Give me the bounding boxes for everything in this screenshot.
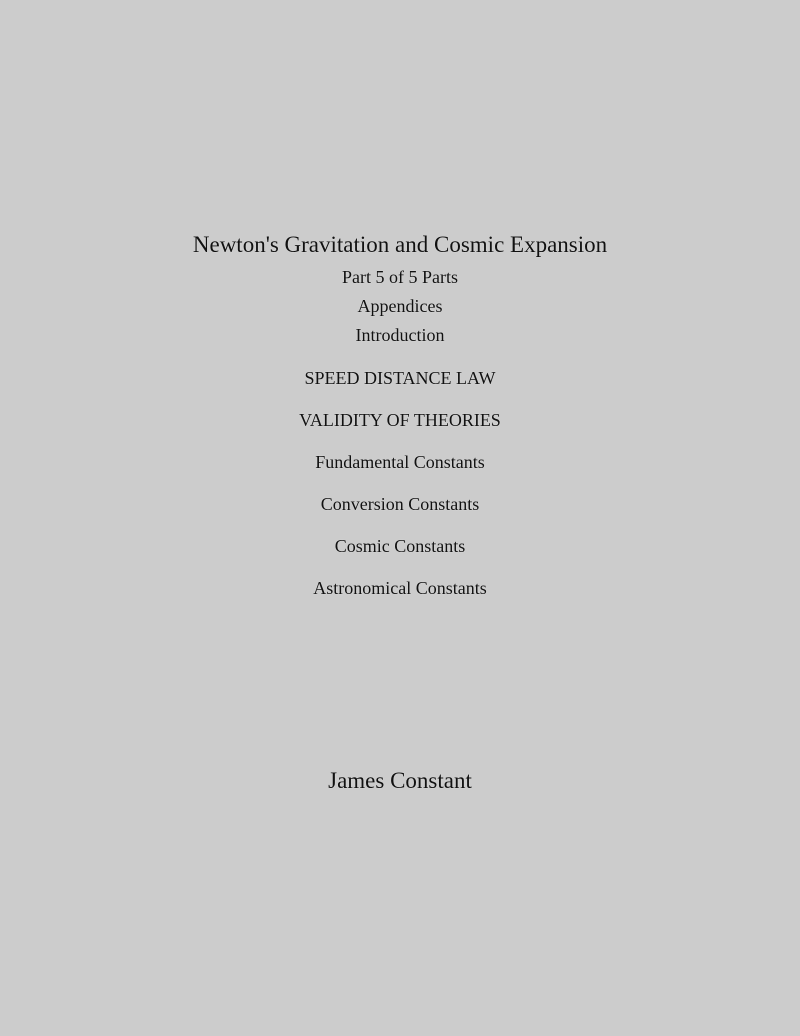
contents-item-conversion-constants: Conversion Constants xyxy=(320,494,480,514)
author-name: James Constant xyxy=(328,768,472,793)
part-label: Part 5 of 5 Parts xyxy=(342,267,458,287)
contents-item-fundamental-constants: Fundamental Constants xyxy=(315,452,485,472)
contents-item-speed-distance-law: SPEED DISTANCE LAW xyxy=(304,368,496,388)
introduction-label: Introduction xyxy=(355,325,445,345)
contents-item-cosmic-constants: Cosmic Constants xyxy=(334,536,466,556)
document-title: Newton's Gravitation and Cosmic Expansion xyxy=(192,232,608,257)
contents-item-validity-of-theories: VALIDITY OF THEORIES xyxy=(299,410,501,430)
section-label: Appendices xyxy=(357,296,443,316)
contents-list xyxy=(0,366,800,618)
contents-item-astronomical-constants: Astronomical Constants xyxy=(313,578,487,598)
